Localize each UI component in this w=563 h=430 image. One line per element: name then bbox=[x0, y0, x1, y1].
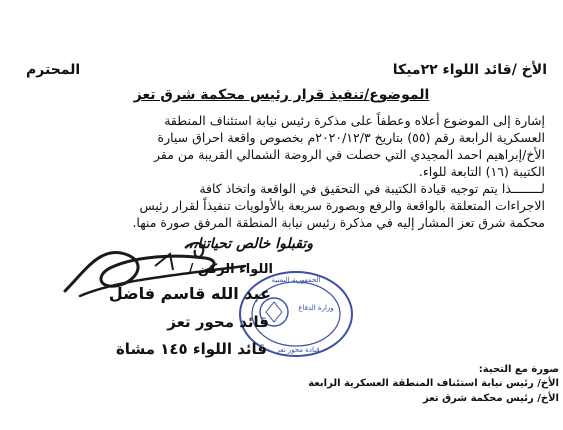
honorific: المحترم bbox=[26, 62, 81, 78]
signatory-name: عبد الله قاسم فاضل bbox=[108, 284, 271, 303]
body-line-2: العسكرية الرابعة رقم (٥٥) بتاريخ ٢٠٢٠/١٢/٣م بخصوص واقعة احراق سيارة bbox=[157, 130, 545, 145]
stamp-text-top: الجمهورية اليمنية bbox=[271, 276, 321, 284]
body-line-7: محكمة شرق تعز المشار إليه في مذكرة رئيس نيابة المنطقة المرفق صورة منها. bbox=[132, 215, 545, 230]
stamp-text-mid: وزارة الدفاع bbox=[298, 304, 334, 312]
body-line-5: لــــــــذا يتم توجيه قيادة الكتيبة في التحقيق في الواقعة واتخاذ كافة bbox=[199, 181, 545, 196]
body-line-3: الأخ/إبراهيم احمد المجيدي التي حصلت في الروضة الشمالي القريبة من مقر bbox=[154, 147, 545, 162]
subject-line: الموضوع/تنفيذ قرار رئيس محكمة شرق تعز bbox=[133, 87, 430, 103]
body-line-4: الكتيبة (١٦) التابعة للواء. bbox=[418, 164, 545, 179]
closing-greeting: وتقبلوا خالص تحياتنا،،، bbox=[183, 236, 313, 252]
body-line-6: الاجراءات المتعلقة بالواقعة والرفع وبصورة سريعة بالأولويات تنفيذاً لقرار رئيس bbox=[139, 198, 545, 213]
cc-item: الأخ/ رئيس محكمة شرق تعز bbox=[423, 393, 559, 404]
addressee: الأخ /قائد اللواء ٢٢ميكا bbox=[392, 62, 547, 78]
stamp-text-bottom: قيادة محور تعز bbox=[276, 346, 320, 354]
signatory-role-axis: قائد محور تعز bbox=[167, 313, 269, 331]
cc-item: الأخ/ رئيس نيابة استئناف المنطقة العسكرية الرابعة bbox=[308, 378, 559, 389]
signatory-role-brigade: قائد اللواء ١٤٥ مشاة bbox=[115, 340, 267, 358]
cc-title: صورة مع التحية: bbox=[478, 364, 559, 375]
signatory-title: اللواء الركن / bbox=[188, 262, 273, 277]
body-line-1: إشارة إلى الموضوع أعلاه وعطفاً على مذكرة رئيس نيابة استئناف المنطقة bbox=[164, 113, 545, 128]
